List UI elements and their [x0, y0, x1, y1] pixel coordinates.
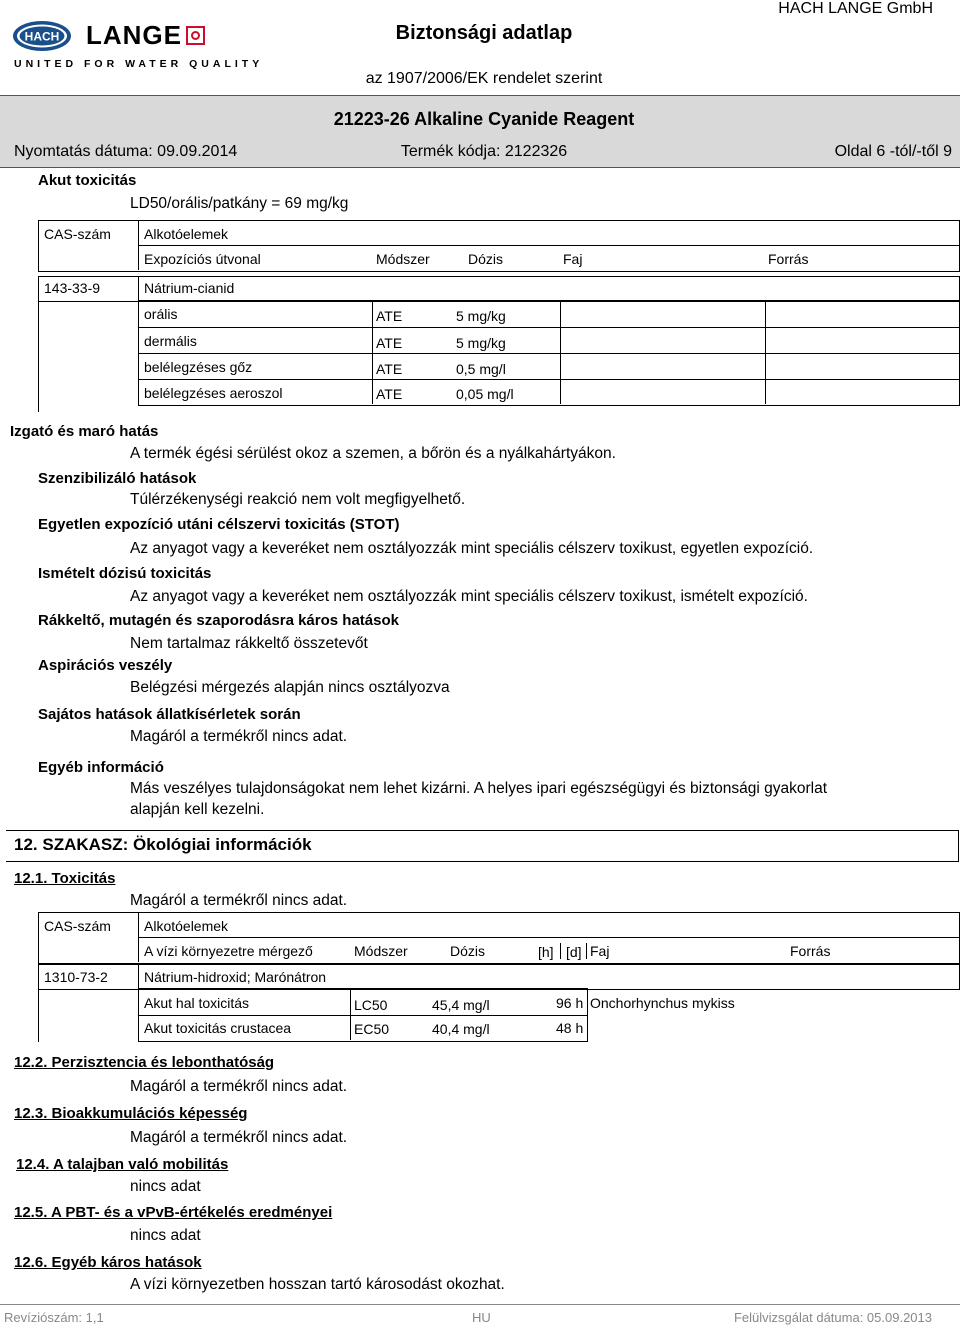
document-title: Biztonsági adatlap [395, 22, 573, 44]
product-name: 21223-26 Alkaline Cyanide Reagent [333, 109, 635, 129]
table-cell: 0,5 mg/l [456, 361, 506, 377]
revision-number: Revíziószám: 1,1 [4, 1310, 104, 1325]
svg-text:HACH: HACH [24, 29, 60, 44]
table-cell: Onchorhynchus mykiss [590, 995, 735, 1011]
col-days: [d] [566, 944, 582, 960]
mobility-text: nincs adat [130, 1178, 201, 1195]
lange-logo: LANGE [86, 20, 205, 51]
review-date: Felülvizsgálat dátuma: 05.09.2013 [733, 1310, 932, 1325]
company-name: HACH LANGE GmbH [778, 0, 933, 17]
table-cell: 40,4 mg/l [432, 1021, 490, 1037]
print-date: Nyomtatás dátuma: 09.09.2014 [14, 143, 238, 160]
table-cell: ATE [376, 335, 403, 351]
table-cell: ATE [376, 361, 403, 377]
stot-repeat-text: Az anyagot vagy a keveréket nem osztályozzák mint speciális célszerv toxikust, ismételt expozíció. [130, 588, 808, 605]
col-cas: CAS-szám [44, 918, 111, 934]
other-info-text-cont: alapján kell kezelni. [130, 801, 265, 818]
language-code: HU [472, 1310, 491, 1325]
sensitizing-text: Túlérzékenységi reakció nem volt megfigyelhető. [130, 491, 466, 508]
stot-single-heading: Egyetlen expozíció utáni célszervi toxicitás (STOT) [38, 516, 400, 533]
mobility-heading: 12.4. A talajban való mobilitás [16, 1156, 229, 1173]
section-12-title: 12. SZAKASZ: Ökológiai információk [14, 835, 312, 854]
table-row: Akut toxicitás crustacea [144, 1020, 292, 1036]
col-method: Módszer [354, 943, 408, 959]
page-number: Oldal 6 -tól/-től 9 [834, 143, 952, 160]
bioaccumulation-text: Magáról a termékről nincs adat. [130, 1129, 348, 1146]
col-dose: Dózis [450, 943, 486, 959]
cmr-heading: Rákkeltő, mutagén és szaporodásra káros hatások [38, 612, 399, 629]
col-components: Alkotóelemek [144, 226, 229, 242]
toxicity-text: Magáról a termékről nincs adat. [130, 892, 348, 909]
aspiration-text: Belégzési mérgezés alapján nincs osztályozva [130, 679, 450, 696]
table-row: Akut hal toxicitás [144, 995, 250, 1011]
cmr-text: Nem tartalmaz rákkeltő összetevőt [130, 635, 368, 652]
sensitizing-heading: Szenzibilizáló hatások [38, 470, 197, 487]
toxicity-heading: 12.1. Toxicitás [14, 870, 116, 887]
table-row: belélegzéses gőz [144, 359, 253, 375]
stot-repeat-heading: Ismételt dózisú toxicitás [38, 565, 212, 582]
animal-tests-heading: Sajátos hatások állatkísérletek során [38, 706, 301, 723]
footer-divider [0, 1304, 960, 1305]
persistence-heading: 12.2. Perzisztencia és lebonthatóság [14, 1054, 275, 1071]
cas-number: 1310-73-2 [44, 969, 108, 985]
product-code: Termék kódja: 2122326 [400, 143, 568, 160]
bioaccumulation-heading: 12.3. Bioakkumulációs képesség [14, 1105, 248, 1122]
other-info-text: Más veszélyes tulajdonságokat nem lehet kizárni. A helyes ipari egészségügyi és biztonsági gyakorlat [130, 780, 828, 797]
cas-number: 143-33-9 [44, 280, 101, 296]
col-source: Forrás [790, 943, 831, 959]
col-components: Alkotóelemek [144, 918, 229, 934]
persistence-text: Magáról a termékről nincs adat. [130, 1078, 348, 1095]
animal-tests-text: Magáról a termékről nincs adat. [130, 728, 348, 745]
substance-name: Nátrium-cianid [144, 280, 235, 296]
col-toxicity: A vízi környezetre mérgező [144, 943, 313, 959]
table-row: belélegzéses aeroszol [144, 385, 283, 401]
table-cell: ATE [376, 308, 403, 324]
table-cell: 48 h [556, 1020, 584, 1036]
irritation-heading: Izgató és maró hatás [10, 423, 159, 440]
tagline: UNITED FOR WATER QUALITY [14, 58, 264, 70]
col-species: Faj [590, 943, 610, 959]
col-method: Módszer [376, 251, 430, 267]
table-cell: EC50 [354, 1021, 390, 1037]
stot-single-text: Az anyagot vagy a keveréket nem osztályozzák mint speciális célszerv toxikust, egyetlen expozíció. [130, 540, 814, 557]
col-species: Faj [563, 251, 583, 267]
other-info-heading: Egyéb információ [38, 759, 164, 776]
table-cell: ATE [376, 386, 403, 402]
col-dose: Dózis [468, 251, 504, 267]
other-effects-text: A vízi környezetben hosszan tartó károsodást okozhat. [130, 1276, 505, 1293]
table-cell: 5 mg/kg [456, 335, 506, 351]
col-hours: [h] [538, 944, 554, 960]
ld50-text: LD50/orális/patkány = 69 mg/kg [130, 195, 349, 212]
irritation-text: A termék égési sérülést okoz a szemen, a bőrön és a nyálkahártyákon. [130, 445, 616, 462]
table-cell: 5 mg/kg [456, 308, 506, 324]
acute-toxicity-heading: Akut toxicitás [38, 172, 137, 189]
table-cell: LC50 [354, 997, 388, 1013]
table-cell: 96 h [556, 995, 584, 1011]
col-route: Expozíciós útvonal [144, 251, 261, 267]
pbt-text: nincs adat [130, 1227, 201, 1244]
substance-name: Nátrium-hidroxid; Marónátron [144, 969, 327, 985]
table-cell: 45,4 mg/l [432, 997, 490, 1013]
col-source: Forrás [768, 251, 809, 267]
regulation-text: az 1907/2006/EK rendelet szerint [365, 70, 603, 87]
pbt-heading: 12.5. A PBT- és a vPvB-értékelés eredményei [14, 1204, 333, 1221]
aspiration-heading: Aspirációs veszély [38, 657, 173, 674]
table-row: orális [144, 306, 178, 322]
col-cas: CAS-szám [44, 226, 111, 242]
table-cell: 0,05 mg/l [456, 386, 514, 402]
other-effects-heading: 12.6. Egyéb káros hatások [14, 1254, 202, 1271]
table-row: dermális [144, 333, 197, 349]
